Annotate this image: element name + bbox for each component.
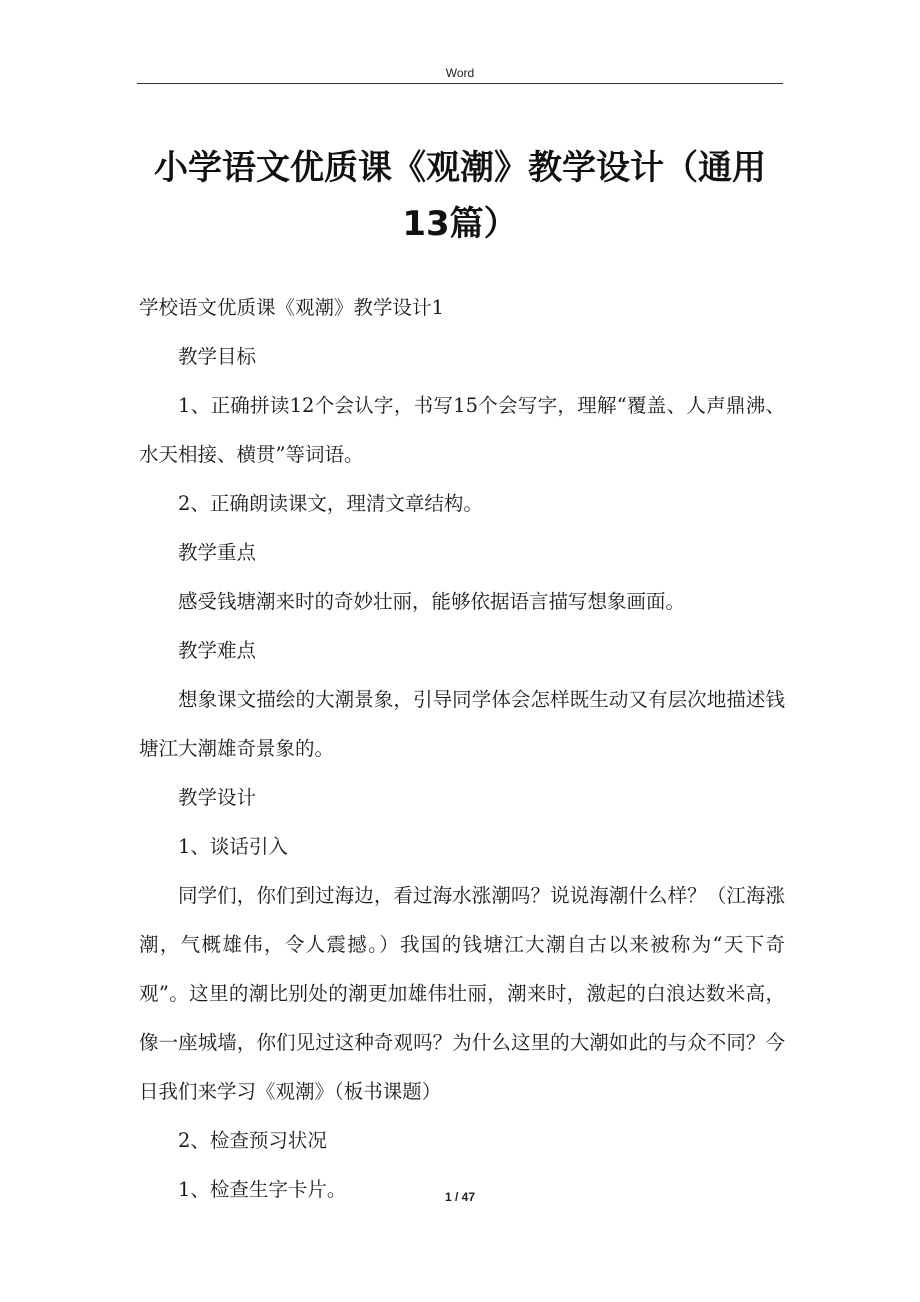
paragraph: 2、正确朗读课文，理清文章结构。 xyxy=(178,492,483,515)
header-label: Word xyxy=(445,66,475,80)
header-divider xyxy=(137,83,783,84)
paragraph: 1、检查生字卡片。 xyxy=(178,1178,347,1201)
subheading-teaching-design: 教学设计 xyxy=(178,786,257,809)
paragraph: 2、检查预习状况 xyxy=(178,1129,327,1152)
subheading-teaching-difficulty: 教学难点 xyxy=(178,639,257,662)
subheading-teaching-goals: 教学目标 xyxy=(178,345,257,368)
document-title: 小学语文优质课《观潮》教学设计（通用13篇） xyxy=(154,148,766,244)
page-number: 1 / 47 xyxy=(444,1190,476,1204)
paragraph: 1、正确拼读12个会认字，书写15个会写字，理解“覆盖、人声鼎沸、水天相接、横贯”等词语。 xyxy=(139,394,785,466)
subheading-teaching-focus: 教学重点 xyxy=(178,541,257,564)
document-body xyxy=(139,283,785,1214)
section-heading: 学校语文优质课《观潮》教学设计1 xyxy=(139,296,444,319)
paragraph: 同学们，你们到过海边，看过海水涨潮吗？说说海潮什么样？（江海涨潮，气概雄伟，令人震撼。）我国的钱塘江大潮自古以来被称为“天下奇观”。这里的潮比别处的潮更加雄伟壮丽，潮来时，激起的白浪达数米高，像一座城墙，你们见过这种奇观吗？为什么这里的大潮如此的与众不同？今日我们来学习《观潮》（板书课题） xyxy=(139,884,785,1103)
paragraph: 感受钱塘潮来时的奇妙壮丽，能够依据语言描写想象画面。 xyxy=(178,590,686,613)
paragraph: 想象课文描绘的大潮景象，引导同学体会怎样既生动又有层次地描述钱塘江大潮雄奇景象的。 xyxy=(139,688,785,760)
paragraph: 1、谈话引入 xyxy=(178,835,288,858)
